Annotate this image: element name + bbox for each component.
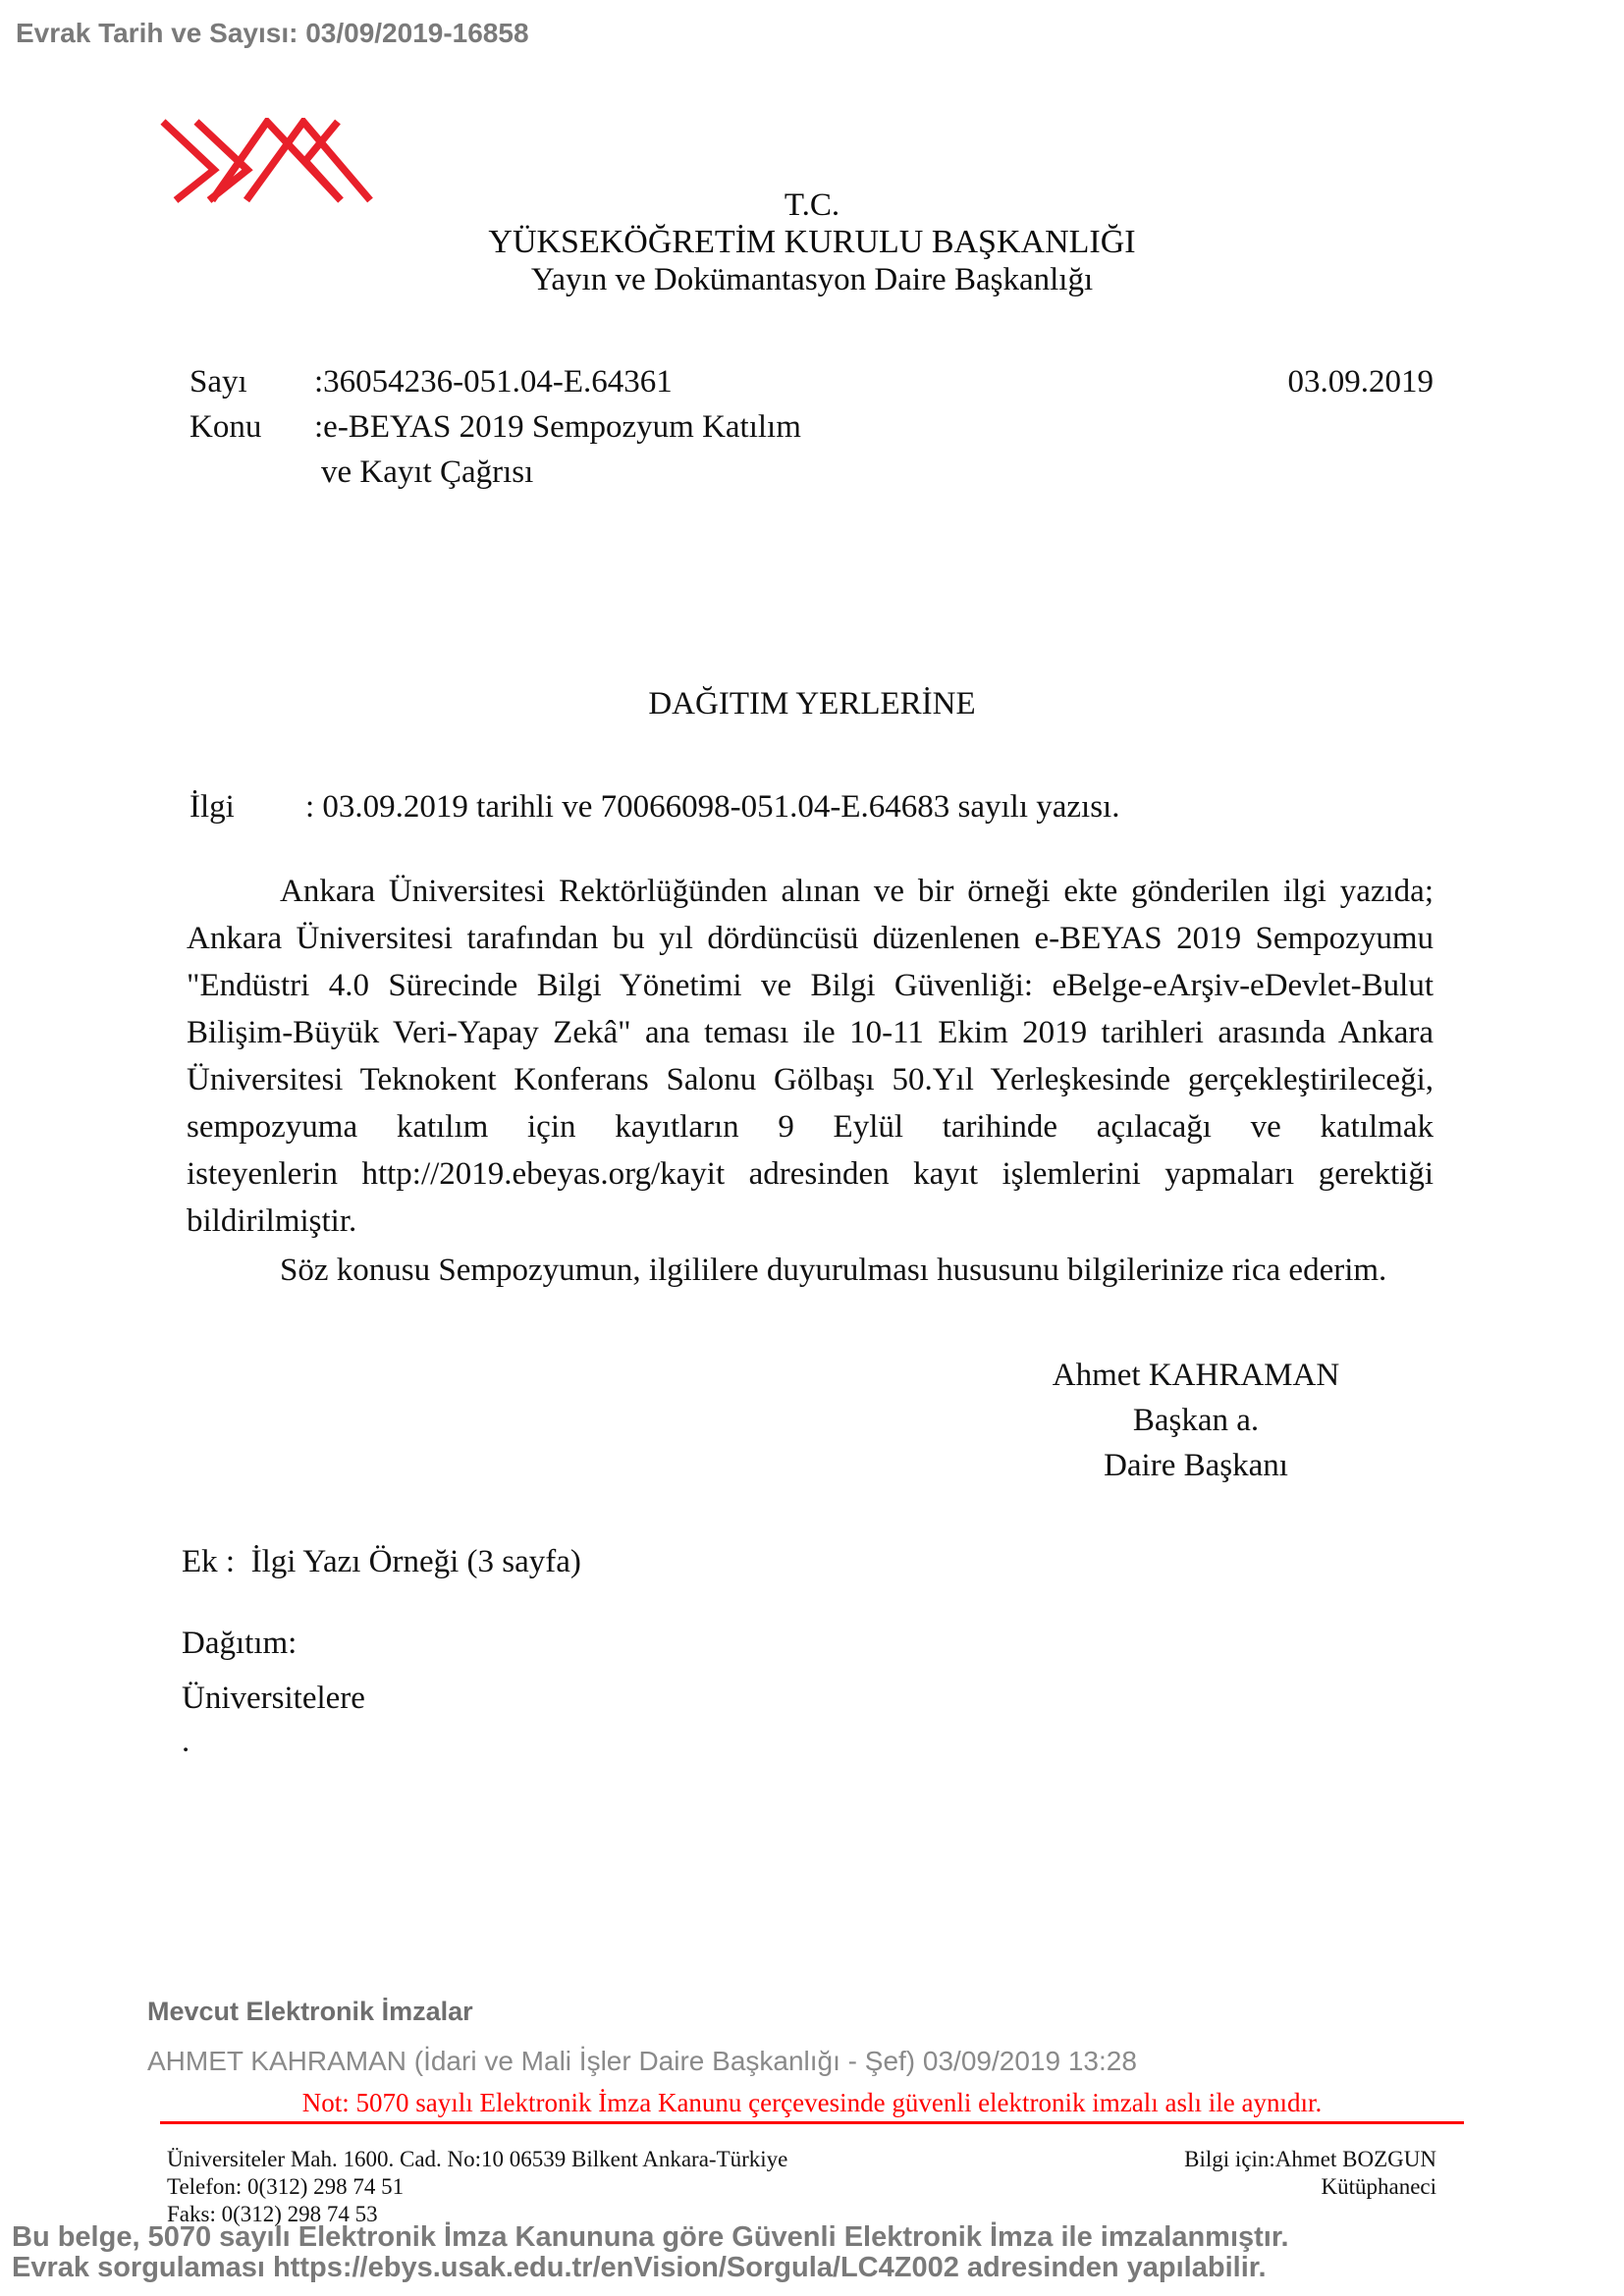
body-line: Bilişim-Büyük Veri-Yapay Zekâ" ana teması ile 10-11 Ekim 2019 tarihleri arasında Ankara xyxy=(187,1015,1434,1050)
konu-value: :e-BEYAS 2019 Sempozyum Katılım xyxy=(314,409,801,445)
esignature-heading: Mevcut Elektronik İmzalar xyxy=(147,1997,473,2026)
attachment-line: Ek : İlgi Yazı Örneği (3 sayfa) xyxy=(182,1544,581,1579)
legal-line-1: Bu belge, 5070 sayılı Elektronik İmza Kanununa göre Güvenli Elektronik İmza ile imzalanmıştır. xyxy=(12,2221,1289,2253)
footer-address: Üniversiteler Mah. 1600. Cad. No:10 06539 Bilkent Ankara-Türkiye xyxy=(167,2147,788,2171)
evrak-date-number-header: Evrak Tarih ve Sayısı: 03/09/2019-16858 xyxy=(16,18,529,48)
esignature-note: Not: 5070 sayılı Elektronik İmza Kanunu çerçevesinde güvenli elektronik imzalı aslı ile aynıdır. xyxy=(301,2088,1323,2117)
footer-contact-title: Kütüphaneci xyxy=(1321,2174,1436,2199)
distribution-dot: . xyxy=(182,1724,190,1759)
red-divider-line xyxy=(160,2121,1464,2124)
body-line: isteyenlerin http://2019.ebeyas.org/kayit adresinden kayıt işlemlerini yapmaları gerektiği xyxy=(187,1156,1434,1192)
sayi-label: Sayı xyxy=(189,364,247,400)
letterhead-tc: T.C. xyxy=(784,187,840,223)
recipient-heading: DAĞITIM YERLERİNE xyxy=(648,686,976,721)
konu-row xyxy=(189,404,801,450)
distribution-label: Dağıtım: xyxy=(182,1626,298,1661)
footer-contact-block xyxy=(1184,2146,1436,2201)
body-paragraph-2: Söz konusu Sempozyumun, ilgililere duyurulması hususunu bilgilerinize rica ederim. xyxy=(280,1253,1387,1288)
body-line: Ankara Üniversitesi tarafından bu yıl dördüncüsü düzenlenen e-BEYAS 2019 Sempozyumu xyxy=(187,921,1434,956)
signer-name: Ahmet KAHRAMAN xyxy=(1052,1358,1340,1393)
footer-address-block xyxy=(167,2146,787,2228)
body-line: bildirilmiştir. xyxy=(187,1203,357,1239)
legal-footer xyxy=(12,2222,1289,2283)
signer-title-2: Daire Başkanı xyxy=(1104,1448,1288,1483)
body-line: Ankara Üniversitesi Rektörlüğünden alınan ve bir örneği ekte gönderilen ilgi yazıda; xyxy=(280,874,1434,909)
footer-contact-name: Bilgi için:Ahmet BOZGUN xyxy=(1184,2147,1436,2171)
legal-line-2: Evrak sorgulaması https://ebys.usak.edu.tr/enVision/Sorgula/LC4Z002 adresinden yapılabilir. xyxy=(12,2252,1267,2283)
letterhead-department: Yayın ve Dokümantasyon Daire Başkanlığı xyxy=(530,262,1094,297)
sayi-row xyxy=(189,359,801,404)
ilgi-label: İlgi xyxy=(189,789,235,825)
letterhead xyxy=(0,187,1624,298)
signer-title-1: Başkan a. xyxy=(1132,1403,1260,1438)
ilgi-row xyxy=(189,789,1119,826)
document-meta xyxy=(189,359,801,495)
esignature-signer-line: AHMET KAHRAMAN (İdari ve Mali İşler Daire Başkanlığı - Şef) 03/09/2019 13:28 xyxy=(147,2046,1137,2076)
document-date: 03.09.2019 xyxy=(1287,364,1434,400)
footer-phone: Telefon: 0(312) 298 74 51 xyxy=(167,2174,405,2199)
konu-label: Konu xyxy=(189,409,262,445)
body-line: "Endüstri 4.0 Sürecinde Bilgi Yönetimi ve Bilgi Güvenliği: eBelge-eArşiv-eDevlet-Bulut xyxy=(187,968,1434,1003)
sayi-value: :36054236-051.04-E.64361 xyxy=(314,364,673,400)
konu-value-line2: ve Kayıt Çağrısı xyxy=(321,454,534,490)
distribution-item: Üniversitelere xyxy=(182,1681,365,1716)
signature-block xyxy=(950,1353,1441,1488)
ilgi-value: : 03.09.2019 tarihli ve 70066098-051.04-E.64683 sayılı yazısı. xyxy=(305,789,1120,825)
footer-fax: Faks: 0(312) 298 74 53 xyxy=(167,2202,378,2226)
body-line: sempozyuma katılım için kayıtların 9 Eylül tarihinde açılacağı ve katılmak xyxy=(187,1109,1434,1145)
body-paragraph-1 xyxy=(187,868,1434,1245)
letterhead-organization: YÜKSEKÖĞRETİM KURULU BAŞKANLIĞI xyxy=(488,224,1136,260)
body-line: Üniversitesi Teknokent Konferans Salonu Gölbaşı 50.Yıl Yerleşkesinde gerçekleştirileceği, xyxy=(187,1062,1434,1097)
